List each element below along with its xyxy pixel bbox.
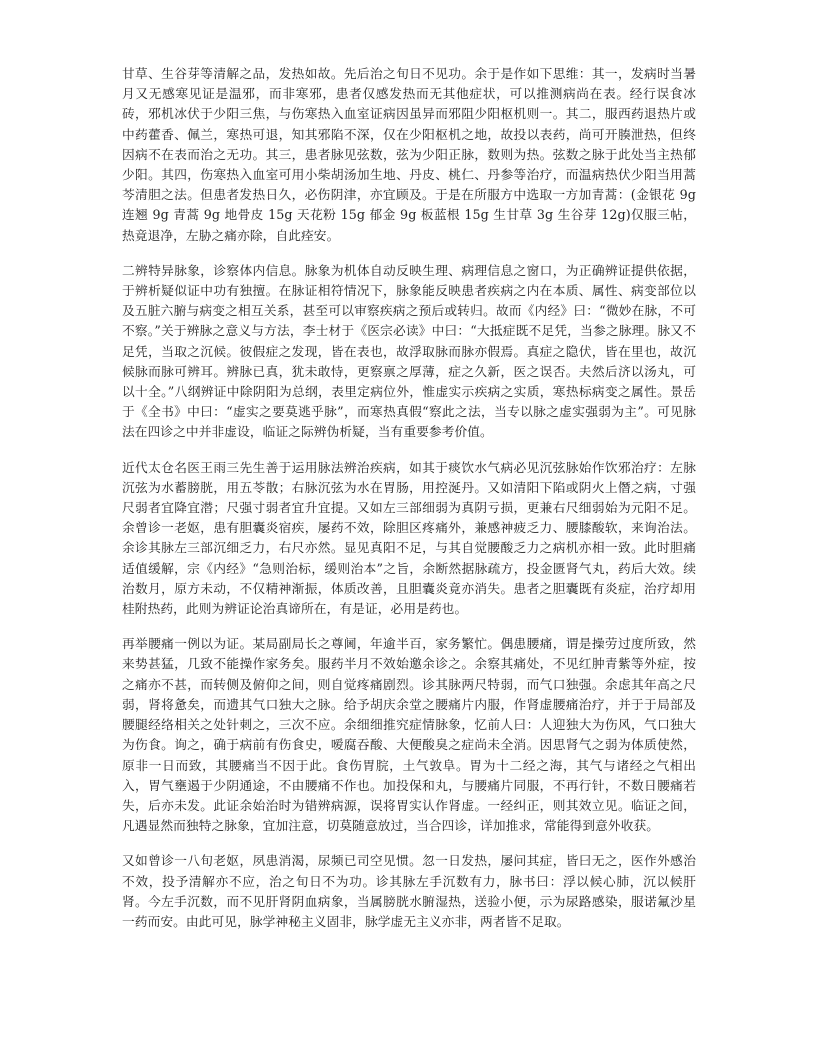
paragraph-fever-case: 甘草、生谷芽等清解之品，发热如故。先后治之旬日不见功。余于是作如下思维：其一，发病时当暑月又无感寒见证是温邪，而非寒邪，患者仅感发热而无其他症状，可以推测病尚在表。经行误食冰砖，邪机冰伏于少阳三焦，与伤寒热入血室证病因虽异而邪阻少阳枢机则一。其二，服西药退热片或中药藿香、佩兰，寒热可退，知其邪陷不深，仅在少阳枢机之地，故投以表药，尚可开腠泄热，但终因病不在表而治之无功。其三，患者脉见弦数，弦为少阳正脉，数则为热。弦数之脉于此处当主热郁少阳。其四，伤寒热入血室可用小柴胡汤加生地、丹皮、桃仁、丹参等治疗，而温病热伏少阳当用蒿芩清胆之法。但患者发热日久，必伤阴津，亦宜顾及。于是在所服方中选取一方加青蒿：(金银花 9g 连翘 9g 青蒿 9g 地骨皮 15g 天花粉 15g 郁金 9g 板蓝根 15g 生甘草 3g 生谷芽 12g)仅服三帖，热竟退净，左胁之痛亦除，自此痊安。	[122, 66, 696, 243]
document-page	[122, 64, 696, 947]
paragraph-lumbago-case: 再举腰痛一例以为证。某局副局长之尊阃，年逾半百，家务繁忙。偶患腰痛，谓是操劳过度所致，然来势甚猛，几致不能操作家务矣。服药半月不效始邀余诊之。余察其痛处，不见红肿青紫等外症，按之痛亦不甚，而转侧及俯仰之间，则自觉疼痛剧烈。诊其脉两尺特弱，而气口独强。余虑其年高之尺弱，肾将惫矣，而遗其气口独大之脉。给予胡庆余堂之腰痛片内服，作肾虚腰痛治疗，并于于局部及腰腿经络相关之处针刺之，三次不应。余细细推究症情脉象，忆前人曰：人迎独大为伤风，气口独大为伤食。询之，确于病前有伤食史，嗳腐吞酸、大便酸臭之症尚未全消。因思肾气之弱为体质使然，原非一日而致，其腰痛当不因于此。食伤胃脘，土气敦阜。胃为十二经之海，其气与诸经之气相出入，胃气壅遏于少阴通途，不由腰痛不作也。加投保和丸，与腰痛片同服，不再行针，不数日腰痛若失，后亦未发。此证余始治时为错辨病源，误将胃实认作肾虚。一经纠正，则其效立见。临证之间，凡遇显然而独特之脉象，宜加注意，切莫随意放过，当合四诊，详加推求，常能得到意外收获。	[122, 636, 696, 834]
paragraph-wang-yusan-case: 近代太仓名医王雨三先生善于运用脉法辨治疾病，如其于痰饮水气病必见沉弦脉始作饮邪治疗：左脉沉弦为水蓄膀胱，用五苓散；右脉沉弦为水在胃肠，用控涎丹。又如清阳下陷或阴火上僭之病，寸强尺弱者宜降宜潜；尺强寸弱者宜升宜提。又如左三部细弱为真阴亏损，更兼右尺细弱始为元阳不足。余曾诊一老妪，患有胆囊炎宿疾，屡药不效，除胆区疼痛外，兼感神疲乏力、腰膝酸软，来询治法。余诊其脉左三部沉细乏力，右尺亦然。显见真阳不足，与其自觉腰酸乏力之病机亦相一致。此时胆痛适值缓解，宗《内经》“急则治标，缓则治本”之旨，余断然据脉疏方，投金匮肾气丸，药后大效。续治数月，原方未动，不仅精神渐振，体质改善，且胆囊炎竟亦消失。患者之胆囊既有炎症，治疗却用桂附热药，此则为辨证论治真谛所在，有是证，必用是药也。	[122, 459, 696, 617]
paragraph-pulse-diagnosis: 二辨特异脉象，诊察体内信息。脉象为机体自动反映生理、病理信息之窗口，为正确辨证提供依据，于辨析疑似证中功有独擅。在脉证相符情况下，脉象能反映患者疾病之内在本质、属性、病变部位以及五脏六腑与病变之相互关系，甚至可以审察疾病之预后或转归。故而《内经》曰：“微妙在脉，不可不察。”关于辨脉之意义与方法，李士材于《医宗必读》中曰：“大抵症既不足凭，当参之脉理。脉又不足凭，当取之沉候。彼假症之发现，皆在表也，故浮取脉而脉亦假焉。真症之隐伏，皆在里也，故沉候脉而脉可辨耳。辨脉已真，犹未敢恃，更察禀之厚薄，症之久新，医之误否。夫然后济以汤丸，可以十全。”八纲辨证中除阴阳为总纲，表里定病位外，惟虚实示疾病之实质，寒热标病变之属性。景岳于《全书》中曰：“虚实之要莫逃乎脉”，而寒热真假“察此之法，当专以脉之虚实强弱为主”。可见脉法在四诊之中并非虚设，临证之际辨伪析疑，当有重要参考价值。	[122, 262, 696, 440]
paragraph-elderly-woman-case: 又如曾诊一八旬老妪，夙患消渴，尿频已司空见惯。忽一日发热，屡问其症，皆曰无之，医作外感治不效，投予清解亦不应，治之旬日不为功。诊其脉左手沉数有力，脉书曰：浮以候心肺，沉以候肝肾。今左手沉数，而不见肝肾阴血病象，当属膀胱水腑湿热，送验小便，示为尿路感染，服诺氟沙星一药而安。由此可见，脉学神秘主义固非，脉学虚无主义亦非，两者皆不足取。	[122, 853, 696, 929]
